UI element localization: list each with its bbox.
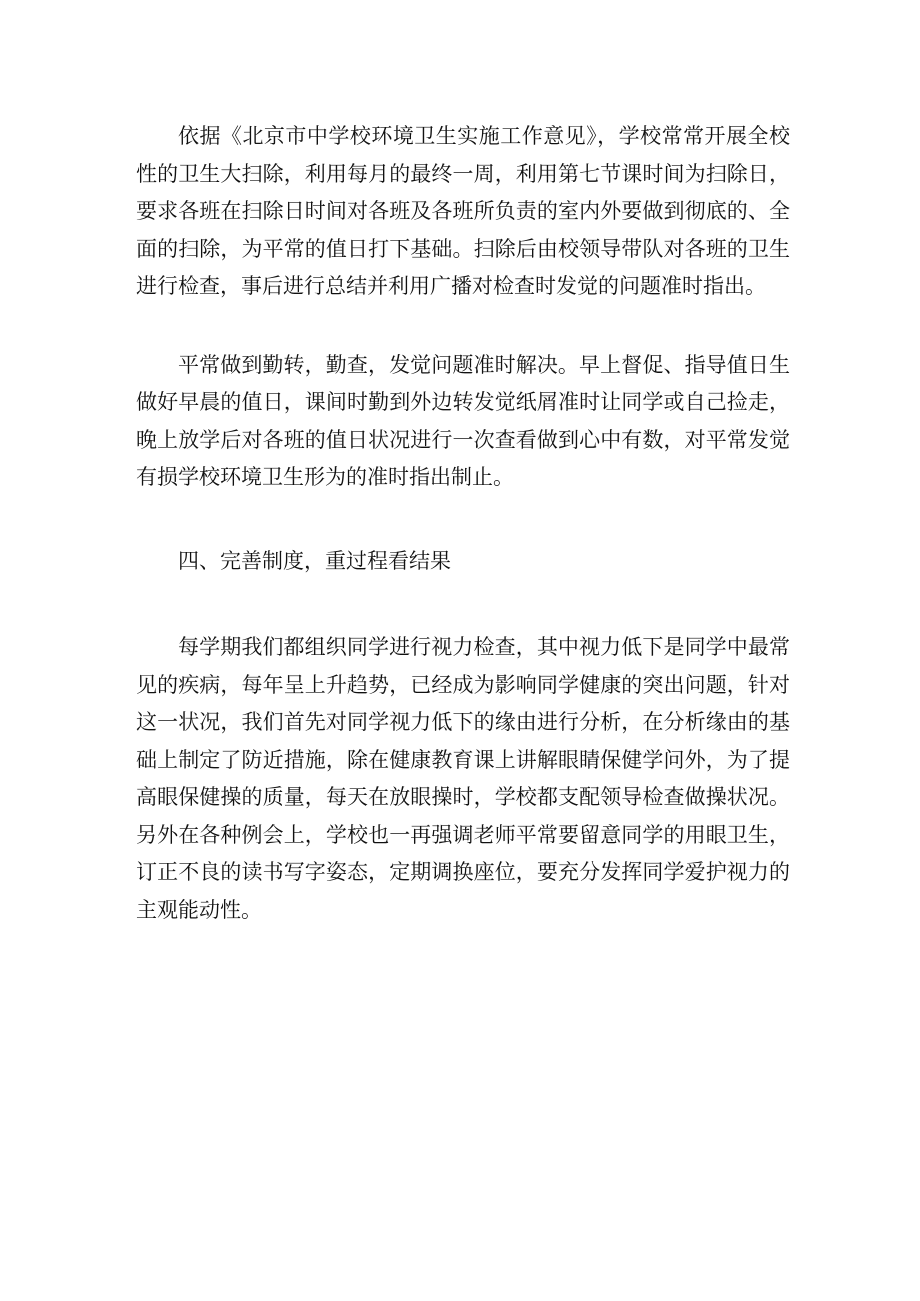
paragraph-daily-inspection: 平常做到勤转，勤查，发觉问题准时解决。早上督促、指导值日生做好早晨的值日，课间时勤到外边转发觉纸屑准时让同学或自己捡走，晚上放学后对各班的值日状况进行一次查看做到心中有数，对平常发觉有损学校环境卫生形为的准时指出制止。	[136, 352, 790, 489]
section-heading: 四、完善制度，重过程看结果	[178, 548, 451, 573]
paragraph-cleaning-day: 依据《北京市中学校环境卫生实施工作意见》，学校常常开展全校性的卫生大扫除，利用每月的最终一周，利用第七节课时间为扫除日，要求各班在扫除日时间对各班及各班所负责的室内外要做到彻底的、全面的扫除，为平常的值日打下基础。扫除后由校领导带队对各班的卫生进行检查，事后进行总结并利用广播对检查时发觉的问题准时指出。	[136, 124, 790, 298]
paragraph-vision-check: 每学期我们都组织同学进行视力检查，其中视力低下是同学中最常见的疾病，每年呈上升趋势，已经成为影响同学健康的突出问题，针对这一状况，我们首先对同学视力低下的缘由进行分析，在分析缘由的基础上制定了防近措施，除在健康教育课上讲解眼睛保健学问外，为了提高眼保健操的质量，每天在放眼操时，学校都支配领导检查做操状况。另外在各种例会上，学校也一再强调老师平常要留意同学的用眼卫生，订正不良的读书写字姿态，定期调换座位，要充分发挥同学爱护视力的主观能动性。	[136, 635, 790, 922]
document-page	[136, 118, 790, 929]
